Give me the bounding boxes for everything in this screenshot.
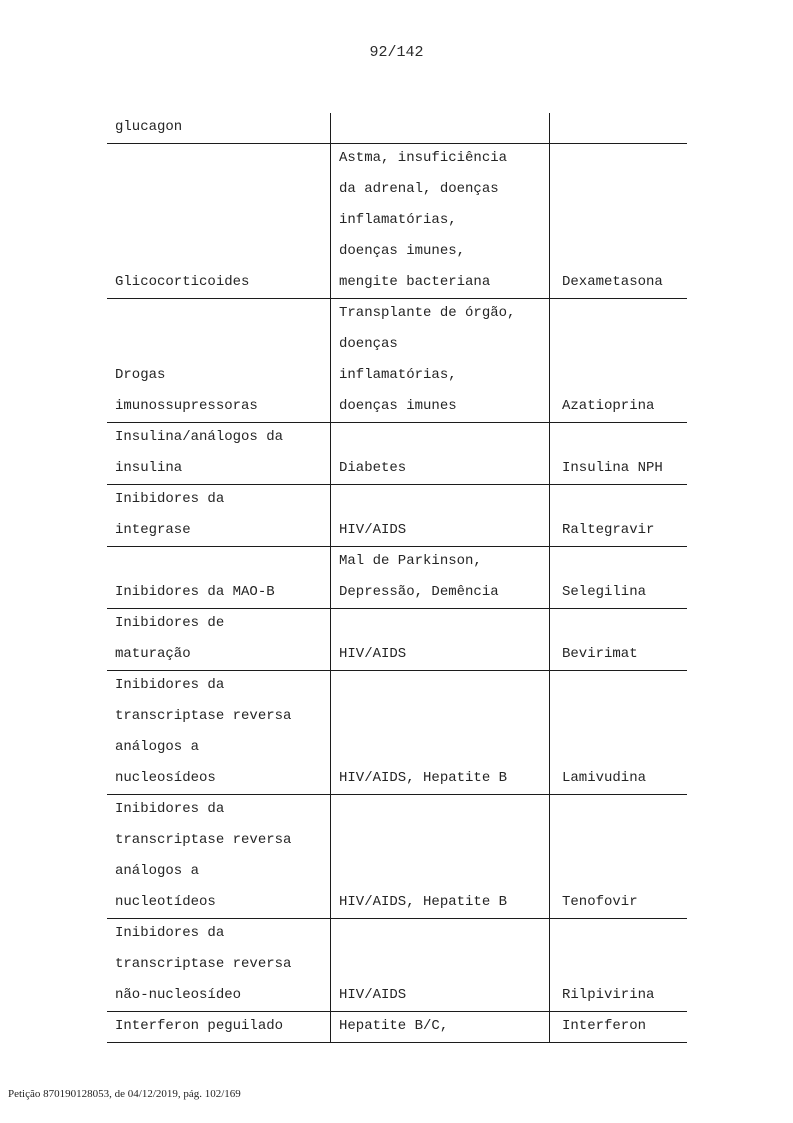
cell-text-line: análogos a [115, 863, 200, 879]
table-row [107, 919, 687, 1012]
table-row [107, 485, 687, 547]
table-row [107, 1012, 687, 1043]
table-row [107, 113, 687, 144]
cell-text-line: Inibidores da MAO-B [115, 584, 275, 600]
example-drug-cell [549, 113, 687, 143]
cell-text-line: Depressão, Demência [339, 584, 499, 600]
indication-cell [330, 485, 549, 546]
cell-text-line: Inibidores da [115, 491, 225, 507]
cell-text-line: HIV/AIDS, Hepatite B [339, 770, 508, 786]
table-row [107, 671, 687, 795]
drug-class-cell [107, 113, 330, 143]
drug-class-cell [107, 547, 330, 608]
cell-text-line: Rilpivirina [562, 987, 655, 1003]
cell-text-line: insulina [115, 460, 183, 476]
table-row [107, 144, 687, 299]
cell-text-line: Insulina NPH [562, 460, 663, 476]
cell-text-line: transcriptase reversa [115, 832, 292, 848]
example-drug-cell [549, 144, 687, 298]
cell-text-line: HIV/AIDS [339, 522, 407, 538]
cell-text-line: doenças imunes, [339, 243, 466, 259]
cell-text-line: inflamatórias, [339, 212, 457, 228]
example-drug-cell [549, 671, 687, 794]
drug-class-cell [107, 609, 330, 670]
cell-text-line: da adrenal, doenças [339, 181, 499, 197]
example-drug-cell [549, 609, 687, 670]
indication-cell [330, 144, 549, 298]
example-drug-cell [549, 547, 687, 608]
cell-text-line: doenças imunes [339, 398, 457, 414]
cell-text-line: Bevirimat [562, 646, 638, 662]
table-row [107, 299, 687, 423]
cell-text-line: Insulina/análogos da [115, 429, 284, 445]
drug-class-cell [107, 423, 330, 484]
cell-text-line: Interferon [562, 1018, 647, 1034]
cell-text-line: Interferon peguilado [115, 1018, 284, 1034]
drug-class-cell [107, 485, 330, 546]
drug-class-cell [107, 919, 330, 1011]
cell-text-line: Inibidores da [115, 801, 225, 817]
cell-text-line: Dexametasona [562, 274, 663, 290]
cell-text-line: Inibidores da [115, 677, 225, 693]
page-number: 92/142 [369, 44, 424, 61]
indication-cell [330, 609, 549, 670]
indication-cell [330, 1012, 549, 1042]
cell-text-line: mengite bacteriana [339, 274, 491, 290]
indication-cell [330, 113, 549, 143]
cell-text-line: Azatioprina [562, 398, 655, 414]
cell-text-line: Inibidores da [115, 925, 225, 941]
indication-cell [330, 795, 549, 918]
table-row [107, 547, 687, 609]
cell-text-line: Astma, insuficiência [339, 150, 508, 166]
indication-cell [330, 299, 549, 422]
drug-class-cell [107, 299, 330, 422]
cell-text-line: nucleotídeos [115, 894, 216, 910]
indication-cell [330, 547, 549, 608]
drug-class-cell [107, 144, 330, 298]
example-drug-cell [549, 1012, 687, 1042]
cell-text-line: doenças [339, 336, 398, 352]
cell-text-line: imunossupressoras [115, 398, 258, 414]
indication-cell [330, 919, 549, 1011]
cell-text-line: transcriptase reversa [115, 956, 292, 972]
cell-text-line: Tenofovir [562, 894, 638, 910]
cell-text-line: Diabetes [339, 460, 407, 476]
cell-text-line: HIV/AIDS [339, 987, 407, 1003]
example-drug-cell [549, 795, 687, 918]
drug-class-cell [107, 795, 330, 918]
table-row [107, 423, 687, 485]
example-drug-cell [549, 423, 687, 484]
table-row [107, 795, 687, 919]
drug-class-cell [107, 671, 330, 794]
cell-text-line: Transplante de órgão, [339, 305, 516, 321]
table-row [107, 609, 687, 671]
example-drug-cell [549, 485, 687, 546]
cell-text-line: integrase [115, 522, 191, 538]
cell-text-line: Hepatite B/C, [339, 1018, 449, 1034]
cell-text-line: nucleosídeos [115, 770, 216, 786]
cell-text-line: Glicocorticoides [115, 274, 250, 290]
drug-class-cell [107, 1012, 330, 1042]
cell-text-line: Mal de Parkinson, [339, 553, 482, 569]
cell-text-line: análogos a [115, 739, 200, 755]
cell-text-line: maturação [115, 646, 191, 662]
cell-text-line: glucagon [115, 119, 183, 135]
cell-text-line: não-nucleosídeo [115, 987, 242, 1003]
cell-text-line: inflamatórias, [339, 367, 457, 383]
example-drug-cell [549, 299, 687, 422]
cell-text-line: HIV/AIDS [339, 646, 407, 662]
cell-text-line: Inibidores de [115, 615, 225, 631]
cell-text-line: Drogas [115, 367, 166, 383]
cell-text-line: Raltegravir [562, 522, 655, 538]
indication-cell [330, 671, 549, 794]
cell-text-line: HIV/AIDS, Hepatite B [339, 894, 508, 910]
cell-text-line: transcriptase reversa [115, 708, 292, 724]
example-drug-cell [549, 919, 687, 1011]
cell-text-line: Lamivudina [562, 770, 647, 786]
drug-table [107, 113, 687, 1043]
cell-text-line: Selegilina [562, 584, 647, 600]
petition-footer: Petição 870190128053, de 04/12/2019, pág. 102/169 [8, 1088, 241, 1100]
indication-cell [330, 423, 549, 484]
